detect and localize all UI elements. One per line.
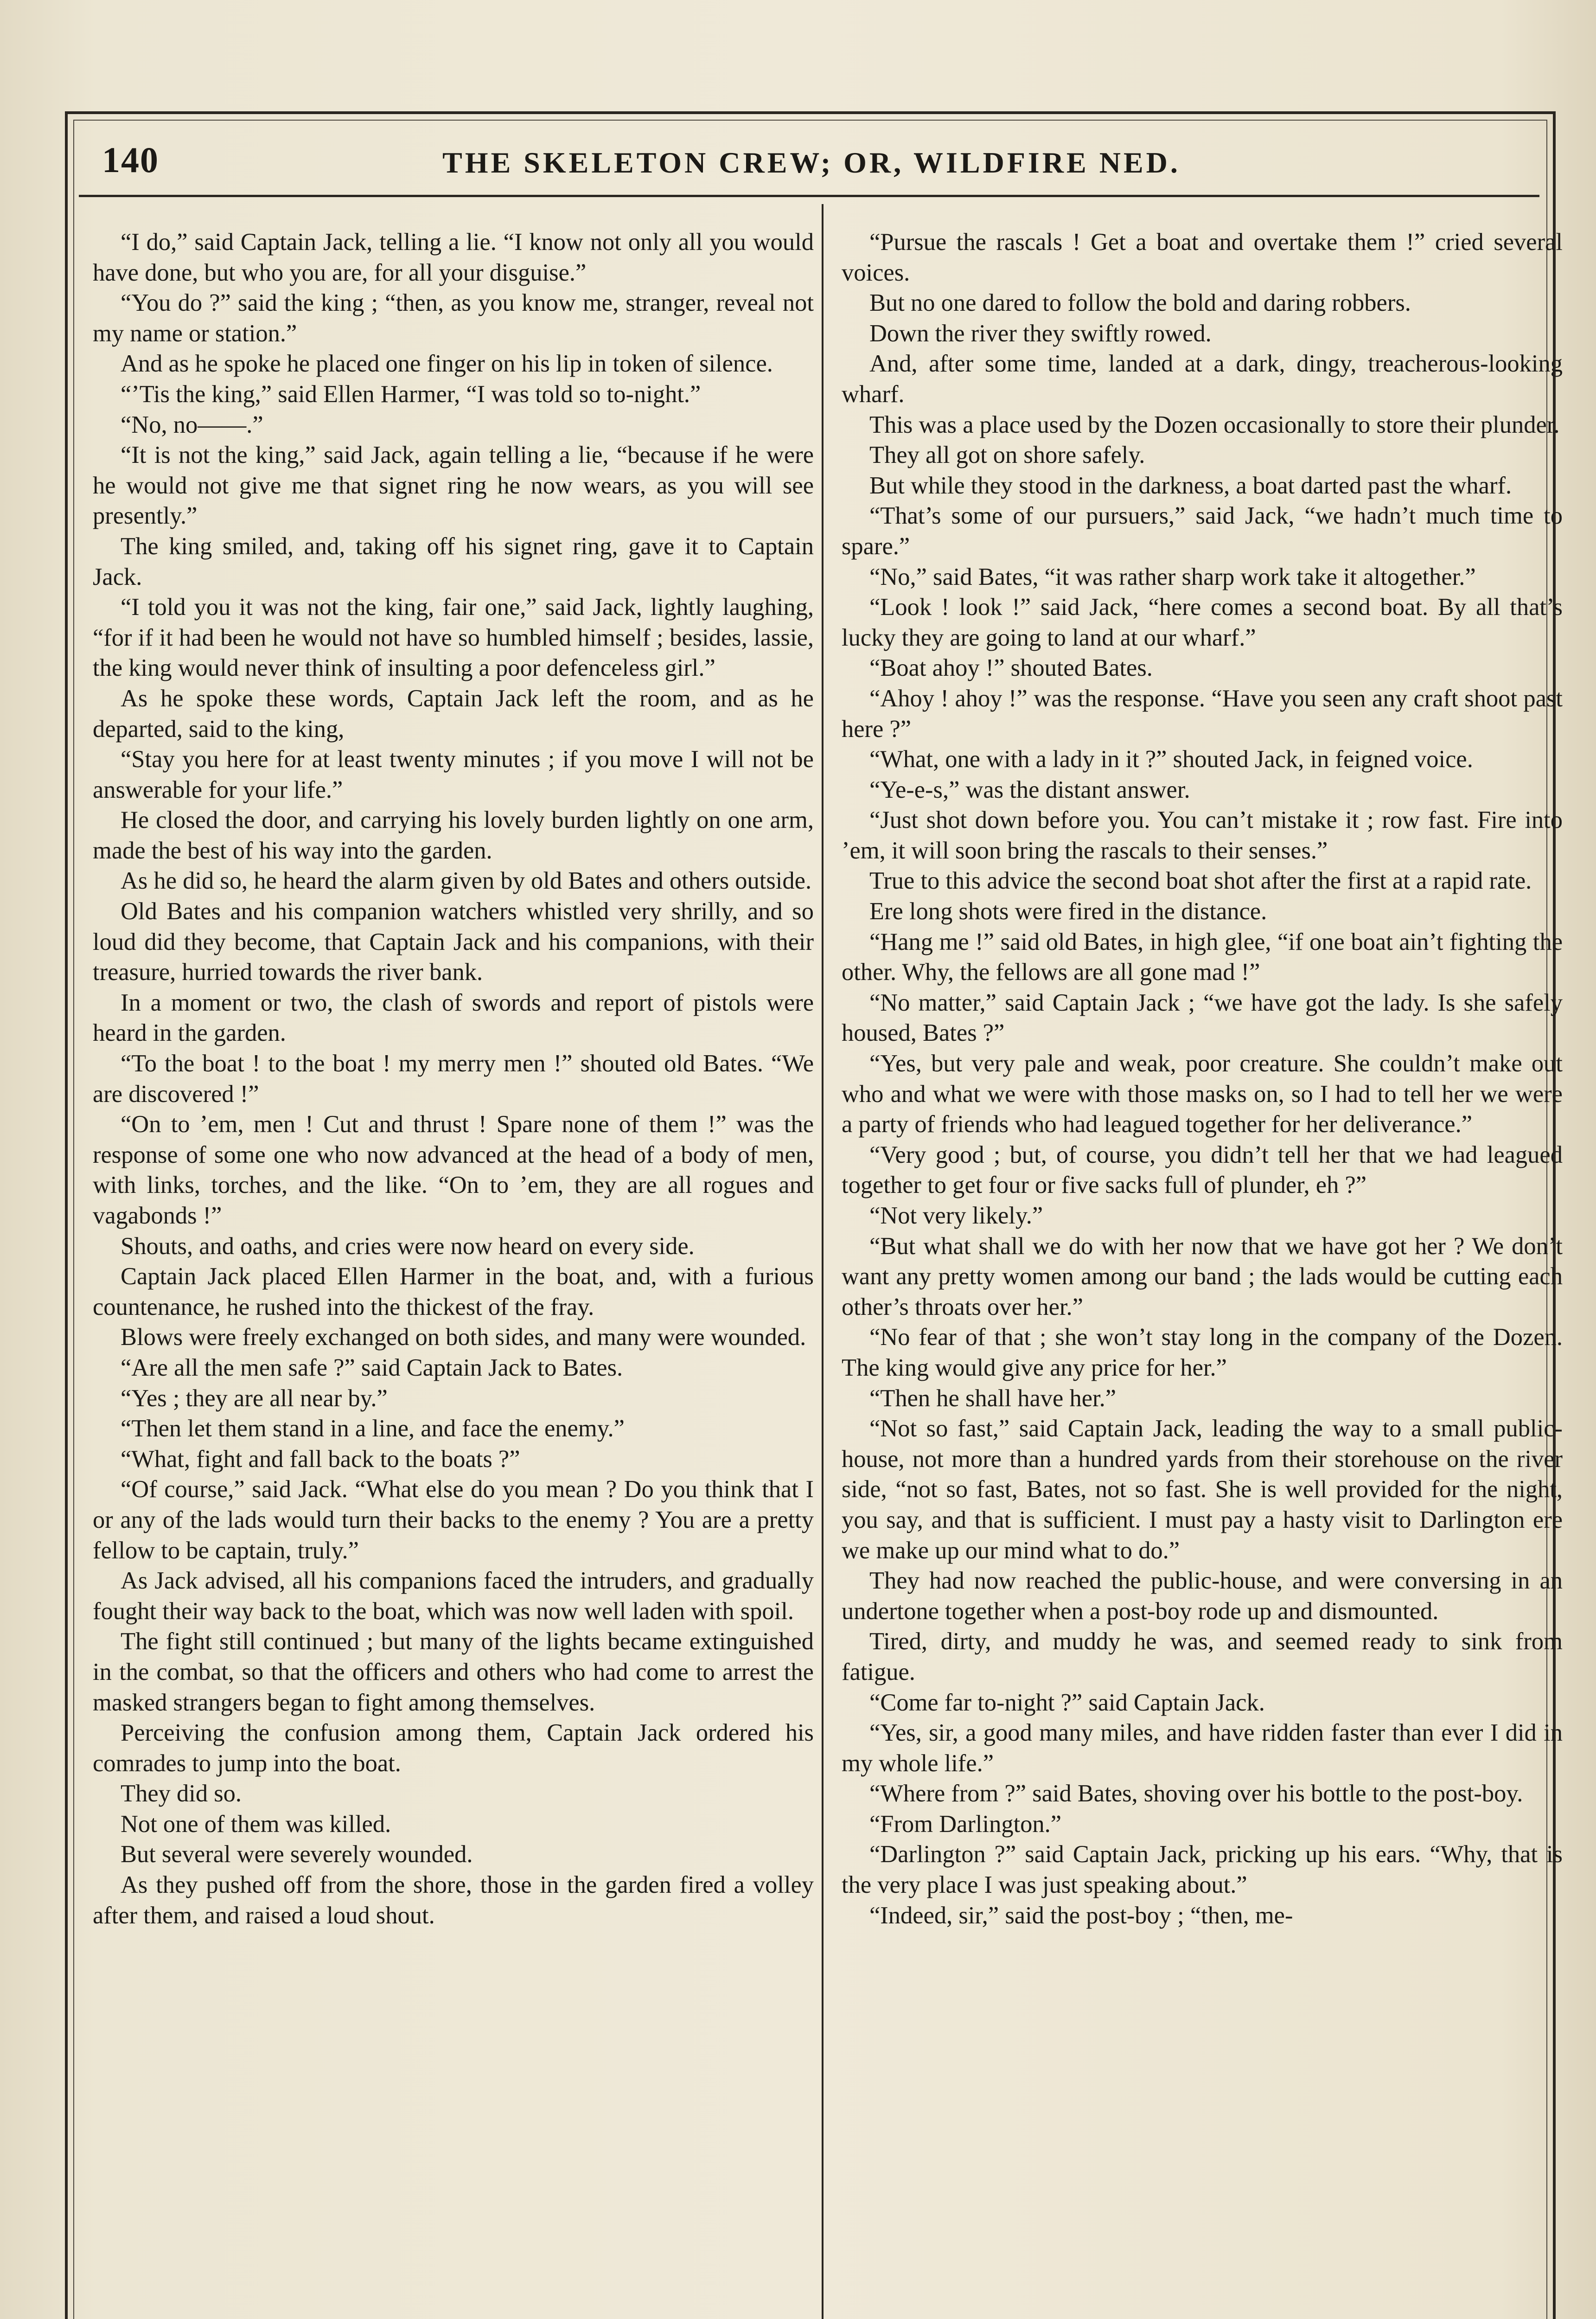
paragraph: “Very good ; but, of course, you didn’t tell her that we had leagued together to get four or five sacks full of plunder, eh ?” [842,1141,1563,1199]
paragraph: “Boat ahoy !” shouted Bates. [869,654,1153,682]
paragraph: But no one dared to follow the bold and daring robbers. [869,289,1411,317]
page-header [93,139,1530,195]
paragraph: “No,” said Bates, “it was rather sharp work take it altogether.” [869,563,1476,590]
paragraph: “But what shall we do with her now that we have got her ? We don’t want any pretty women among our band ; the lads would be cutting each other’s throats over her.” [842,1232,1563,1320]
paragraph: “Come far to-night ?” said Captain Jack. [869,1689,1265,1716]
paragraph: “Then let them stand in a line, and face the enemy.” [121,1415,625,1442]
paragraph: Perceiving the confusion among them, Captain Jack ordered his comrades to jump into the boat. [93,1719,814,1777]
column-divider [822,204,824,2319]
paragraph: “Yes, sir, a good many miles, and have ridden faster than ever I did in my whole life.” [842,1719,1563,1777]
paragraph: Tired, dirty, and muddy he was, and seemed ready to sink from fatigue. [842,1628,1563,1685]
paragraph: Not one of them was killed. [121,1810,391,1838]
paragraph: True to this advice the second boat shot after the first at a rapid rate. [869,867,1532,895]
paragraph: “’Tis the king,” said Ellen Harmer, “I was told so to-night.” [121,380,701,408]
paragraph: Blows were freely exchanged on both sides, and many were wounded. [121,1324,806,1351]
paragraph: “What, one with a lady in it ?” shouted Jack, in feigned voice. [869,746,1473,773]
paragraph: Down the river they swiftly rowed. [869,320,1212,347]
paragraph: “Then he shall have her.” [869,1384,1117,1412]
page-number: 140 [102,140,159,180]
paragraph: Ere long shots were fired in the distance. [869,898,1267,925]
paragraph: “Ye-e-s,” was the distant answer. [869,776,1190,803]
header-rule [79,195,1539,197]
paragraph: As he did so, he heard the alarm given by old Bates and others outside. [121,867,812,895]
paragraph: “Where from ?” said Bates, shoving over his bottle to the post-boy. [869,1780,1523,1807]
paragraph: In a moment or two, the clash of swords and report of pistols were heard in the garden. [93,989,814,1047]
paragraph: “Not very likely.” [869,1202,1043,1229]
left-column [93,227,814,1931]
paragraph: As he spoke these words, Captain Jack left the room, and as he departed, said to the king, [93,685,814,743]
paragraph: “Yes, but very pale and weak, poor creature. She couldn’t make out who and what we were with those masks on, so I had to tell her we were a party of friends who had leagued together for her deliverance.” [842,1050,1563,1138]
paragraph: The king smiled, and, taking off his signet ring, gave it to Captain Jack. [93,532,814,590]
paragraph: “You do ?” said the king ; “then, as you know me, stranger, reveal not my name or station.” [93,289,814,347]
paragraph: “Pursue the rascals ! Get a boat and overtake them !” cried several voices. [842,229,1563,286]
paragraph: “From Darlington.” [869,1810,1062,1838]
paragraph: “Are all the men safe ?” said Captain Jack to Bates. [121,1354,623,1381]
paragraph: They had now reached the public-house, and were conversing in an undertone together when a post-boy rode up and dismounted. [842,1567,1563,1625]
paragraph: “What, fight and fall back to the boats ?” [121,1445,520,1473]
right-column [842,227,1563,1931]
paragraph: This was a place used by the Dozen occasionally to store their plunder. [869,411,1560,438]
paragraph: “Just shot down before you. You can’t mistake it ; row fast. Fire into ’em, it will soon bring the rascals to their senses.” [842,807,1563,864]
paragraph: “Darlington ?” said Captain Jack, pricking up his ears. “Why, that is the very place I was just speaking about.” [842,1841,1563,1899]
paragraph: “I told you it was not the king, fair one,” said Jack, lightly laughing, “for if it had been he would not have so humbled himself ; besides, lassie, the king would never think of insulting a poor defenceless girl.” [93,594,814,682]
paragraph: “Not so fast,” said Captain Jack, leading the way to a small public-house, not more than a hundred yards from their storehouse on the river side, “not so fast, Bates, not so fast. She is well provided for the night, you say, and that is sufficient. I must pay a hasty visit to Darlington ere we make up our mind what to do.” [842,1415,1563,1564]
paragraph: And, after some time, landed at a dark, dingy, treacherous-looking wharf. [842,350,1563,408]
paragraph: But while they stood in the darkness, a boat darted past the wharf. [869,472,1512,499]
paragraph: “Yes ; they are all near by.” [121,1384,388,1412]
paragraph: “No, no——.” [121,411,263,438]
paragraph: Old Bates and his companion watchers whistled very shrilly, and so loud did they become, that Captain Jack and his companions, with their treasure, hurried towards the river bank. [93,898,814,986]
paragraph: “Look ! look !” said Jack, “here comes a second boat. By all that’s lucky they are going to land at our wharf.” [842,594,1563,651]
paragraph: Captain Jack placed Ellen Harmer in the boat, and, with a furious countenance, he rushed into the thickest of the fray. [93,1263,814,1320]
paragraph: And as he spoke he placed one finger on his lip in token of silence. [121,350,773,378]
paragraph: “I do,” said Captain Jack, telling a lie. “I know not only all you would have done, but who you are, for all your disguise.” [93,229,814,286]
paragraph: “It is not the king,” said Jack, again telling a lie, “because if he were he would not give me that signet ring he now wears, as you will see presently.” [93,442,814,530]
paragraph: He closed the door, and carrying his lovely burden lightly on one arm, made the best of his way into the garden. [93,807,814,864]
paragraph: As they pushed off from the shore, those in the garden fired a volley after them, and raised a loud shout. [93,1871,814,1929]
paragraph: “No fear of that ; she won’t stay long in the company of the Dozen. The king would give any price for her.” [842,1324,1563,1381]
paragraph: “Indeed, sir,” said the post-boy ; “then, me- [869,1902,1293,1929]
paragraph: They all got on shore safely. [869,442,1145,469]
paragraph: They did so. [121,1780,242,1807]
paragraph: “On to ’em, men ! Cut and thrust ! Spare none of them !” was the response of some one who now advanced at the head of a body of men, with links, torches, and the like. “On to ’em, they are all rogues and vagabonds !” [93,1111,814,1229]
running-title: THE SKELETON CREW; OR, WILDFIRE NED. [442,146,1181,179]
paragraph: The fight still continued ; but many of the lights became extinguished in the combat, so that the officers and others who had come to arrest the masked strangers began to fight among themselves. [93,1628,814,1716]
paragraph: “No matter,” said Captain Jack ; “we have got the lady. Is she safely housed, Bates ?” [842,989,1563,1047]
paragraph: As Jack advised, all his companions faced the intruders, and gradually fought their way back to the boat, which was now well laden with spoil. [93,1567,814,1625]
paragraph: “Ahoy ! ahoy !” was the response. “Have you seen any craft shoot past here ?” [842,685,1563,743]
paragraph: “That’s some of our pursuers,” said Jack, “we hadn’t much time to spare.” [842,502,1563,560]
paragraph: But several were severely wounded. [121,1841,473,1868]
paragraph: “Of course,” said Jack. “What else do you mean ? Do you think that I or any of the lads would turn their backs to the enemy ? You are a pretty fellow to be captain, truly.” [93,1476,814,1564]
paragraph: “Hang me !” said old Bates, in high glee, “if one boat ain’t fighting the other. Why, the fellows are all gone mad !” [842,928,1563,986]
paragraph: “Stay you here for at least twenty minutes ; if you move I will not be answerable for your life.” [93,746,814,803]
paragraph: Shouts, and oaths, and cries were now heard on every side. [121,1232,695,1260]
paragraph: “To the boat ! to the boat ! my merry men !” shouted old Bates. “We are discovered !” [93,1050,814,1108]
